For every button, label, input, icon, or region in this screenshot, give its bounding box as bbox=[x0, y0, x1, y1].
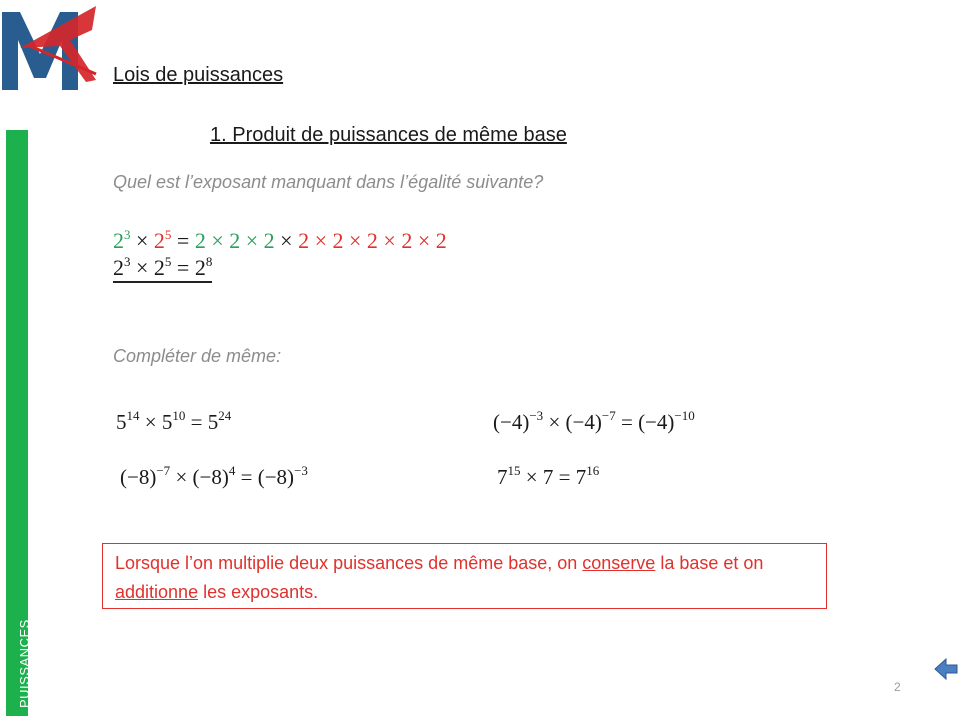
example-equation-expanded: $2^3 \times 2^5 = 2 \times 2 \times 2 \times 2 \times 2 \times 2 \times 2 \times 2$ bbox=[113, 227, 447, 253]
complete-label: Compléter de même: bbox=[113, 346, 282, 366]
page-title: Lois de puissances bbox=[113, 64, 284, 86]
green-product: 2 × 2 × 2 bbox=[194, 228, 275, 253]
sidebar-label: PUISSANCES bbox=[17, 619, 32, 708]
question-text: Quel est l’exposant manquant dans l’égalité suivante? bbox=[113, 172, 544, 192]
arrow-left-icon[interactable] bbox=[933, 656, 959, 682]
red-product: 2 × 2 × 2 × 2 × 2 bbox=[298, 228, 447, 253]
exercise-equation: $(-8)^{-7} \times (-8)^4 = (-8)^{-3}$ bbox=[120, 463, 308, 489]
exercise-equation: $5^{14} \times 5^{10} = 5^{24}$ bbox=[116, 408, 232, 434]
keyword-conserve: conserve bbox=[582, 553, 656, 573]
exercise-equation: $7^{15} \times 7 = 7^{16}$ bbox=[497, 463, 600, 489]
logo-icon bbox=[0, 0, 100, 92]
example-equation-result: $2^3 \times 2^5 = 2^8$ bbox=[113, 256, 212, 283]
rule-box: Lorsque l’on multiplie deux puissances de même base, on conserve la base et on additionne les exposants. bbox=[102, 543, 827, 609]
sidebar-bar bbox=[6, 130, 32, 716]
page-number: 2 bbox=[894, 680, 901, 694]
keyword-additionne: additionne bbox=[115, 582, 199, 602]
section-title: 1. Produit de puissances de même base bbox=[210, 124, 567, 146]
exercise-equation: $(-4)^{-3} \times (-4)^{-7} = (-4)^{-10}$ bbox=[493, 408, 695, 434]
